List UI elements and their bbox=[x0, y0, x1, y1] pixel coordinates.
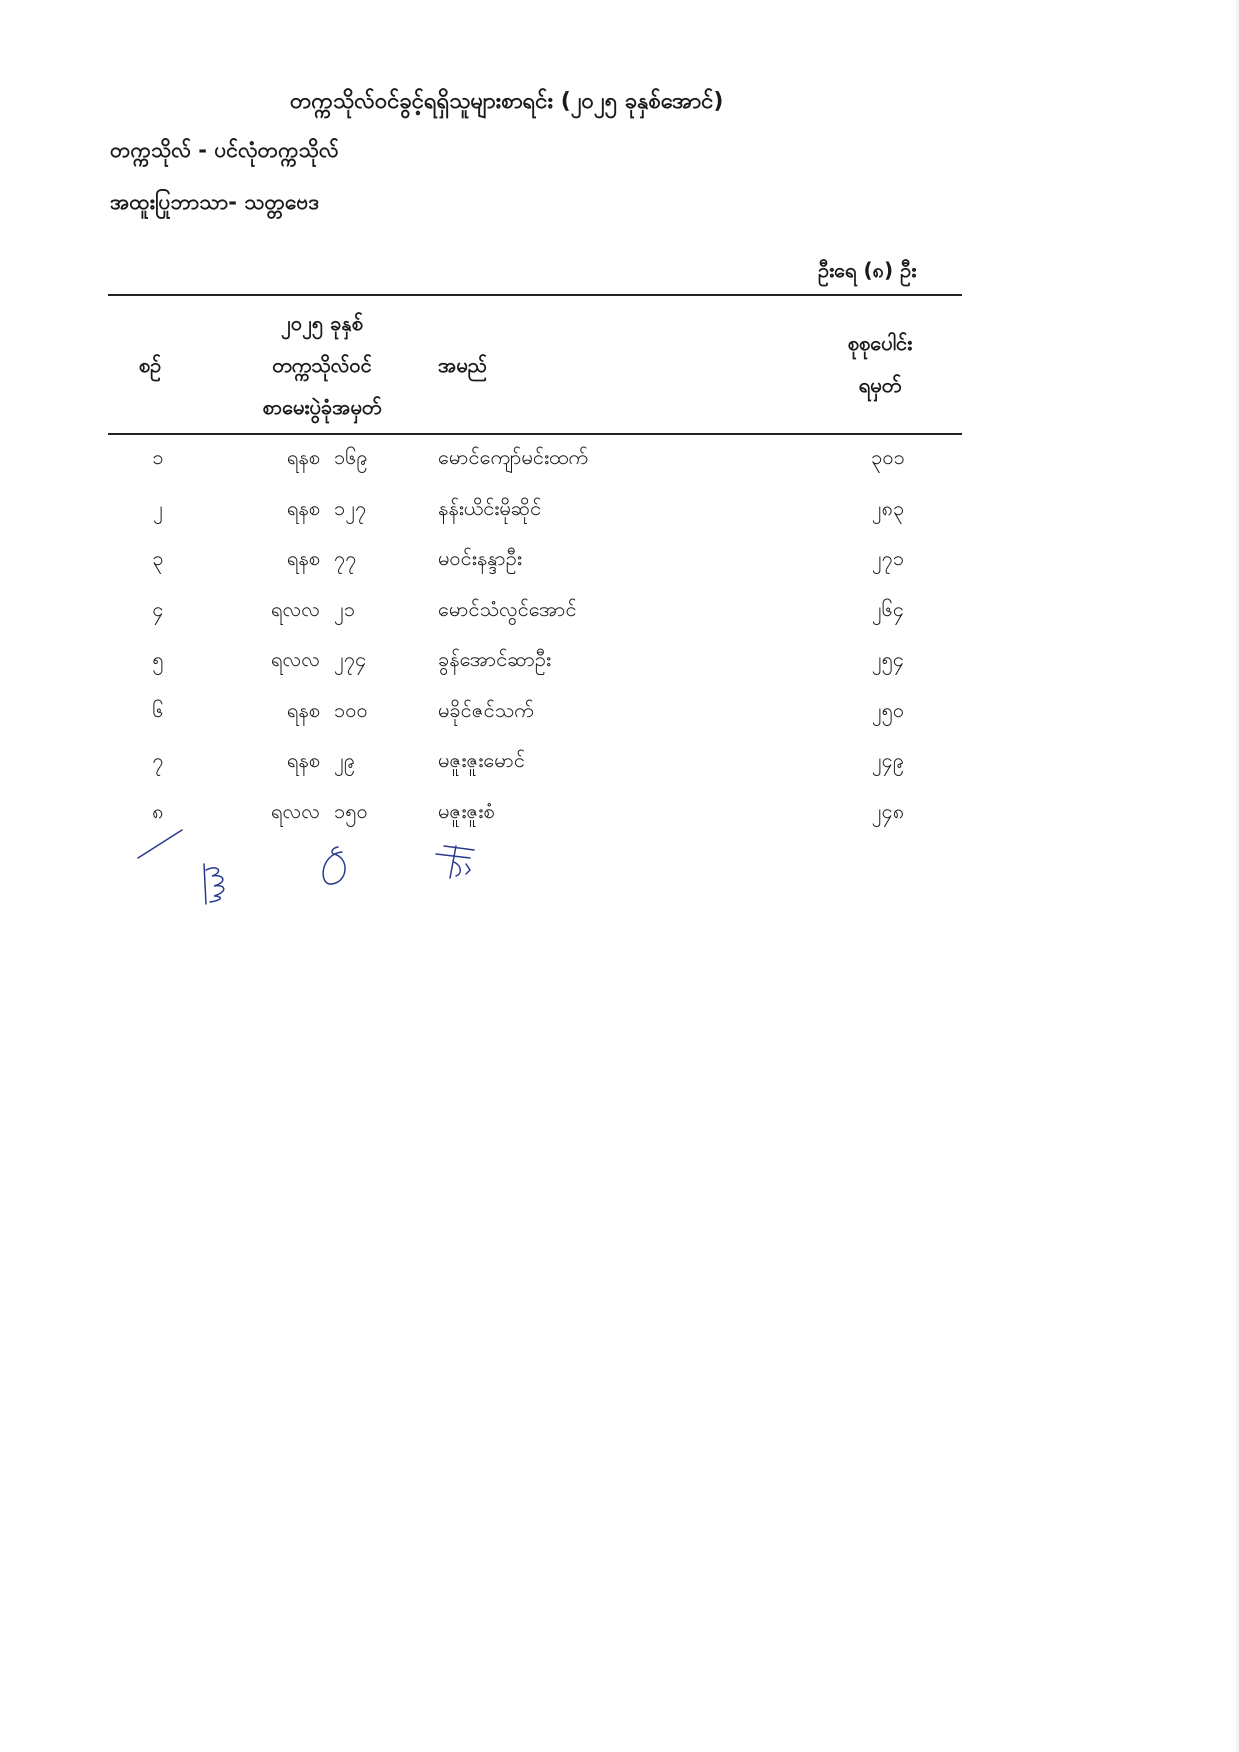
cell-exam-seat-number bbox=[228, 590, 468, 628]
exam-number: ၇၇ bbox=[334, 546, 357, 570]
headcount-label: ဦးရေ (၈) ဦး bbox=[818, 258, 917, 282]
header-serial-no: စဉ် bbox=[138, 353, 162, 377]
signature-mark-2 bbox=[204, 864, 224, 904]
cell-serial-no: ၈ bbox=[152, 798, 164, 823]
header-score-line-1: စုစုပေါင်း bbox=[847, 331, 913, 355]
exam-number: ၁၀၀ bbox=[334, 697, 368, 722]
table-header-rule bbox=[108, 433, 962, 435]
cell-name: မဇူးဇူးမောင် bbox=[438, 748, 525, 772]
header-score-line-2: ရမှတ် bbox=[858, 373, 902, 397]
cell-total-score: ၃၀၁ bbox=[871, 445, 905, 469]
cell-exam-seat-number bbox=[228, 691, 468, 729]
signature-mark-4 bbox=[436, 846, 474, 878]
cell-name: ခွန်အောင်ဆာဦး bbox=[438, 647, 552, 671]
exam-prefix: ရလလ bbox=[271, 596, 320, 621]
university-line: တက္ကသိုလ် - ပင်လုံတက္ကသိုလ် bbox=[110, 138, 339, 162]
table-row bbox=[108, 590, 962, 641]
exam-prefix: ရနစ bbox=[286, 748, 320, 772]
exam-number: ၂၇၄ bbox=[334, 647, 367, 671]
cell-serial-no: ၃ bbox=[152, 546, 164, 570]
header-exam-line-2: တက္ကသိုလ်ဝင် bbox=[272, 353, 372, 377]
header-exam-line-1: ၂၀၂၅ ခုနှစ် bbox=[281, 311, 363, 335]
signature-mark-1 bbox=[138, 830, 182, 858]
exam-number: ၂၉ bbox=[334, 748, 356, 772]
table-body bbox=[108, 438, 962, 842]
exam-prefix: ရလလ bbox=[271, 798, 320, 823]
subject-line: အထူးပြုဘာသာ- သတ္တဗေဒ bbox=[110, 190, 320, 214]
cell-name: မခိုင်ဇင်သက် bbox=[438, 697, 534, 722]
cell-total-score: ၂၄၈ bbox=[871, 798, 905, 823]
exam-number: ၂၁ bbox=[334, 596, 356, 621]
exam-prefix: ရလလ bbox=[271, 647, 320, 671]
signature-mark-3 bbox=[323, 847, 345, 884]
cell-total-score: ၂၄၉ bbox=[871, 748, 905, 772]
cell-name: မောင်သံလွင်အောင် bbox=[438, 596, 577, 621]
exam-prefix: ရနစ bbox=[286, 697, 320, 722]
cell-exam-seat-number bbox=[228, 741, 468, 779]
cell-total-score: ၂၇၁ bbox=[871, 546, 905, 570]
table-row bbox=[108, 640, 962, 691]
exam-prefix: ရနစ bbox=[286, 495, 320, 520]
cell-name: မဝင်းနန္ဒာဦး bbox=[438, 546, 522, 570]
exam-number: ၁၂၇ bbox=[334, 495, 367, 520]
table-row bbox=[108, 691, 962, 742]
scan-edge-shadow bbox=[1233, 0, 1239, 1752]
cell-total-score: ၂၆၄ bbox=[871, 596, 905, 621]
cell-name: မဇူးဇူးစံ bbox=[438, 798, 495, 823]
exam-prefix: ရနစ bbox=[286, 546, 320, 570]
cell-total-score: ၂၅၀ bbox=[871, 697, 905, 722]
cell-exam-seat-number bbox=[228, 438, 468, 476]
cell-serial-no: ၁ bbox=[152, 445, 164, 469]
exam-number: ၁၅၀ bbox=[334, 798, 368, 823]
signature-area bbox=[120, 820, 500, 920]
cell-name: မောင်ကျော်မင်းထက် bbox=[438, 445, 588, 469]
header-total-score bbox=[820, 322, 940, 406]
cell-serial-no: ၅ bbox=[152, 647, 164, 671]
cell-total-score: ၂၅၄ bbox=[871, 647, 905, 671]
cell-name: နန်းယိင်းမိုဆိုင် bbox=[438, 495, 542, 520]
table-top-rule bbox=[108, 294, 962, 296]
header-exam-line-3: စာမေးပွဲခုံအမှတ် bbox=[262, 395, 382, 419]
cell-exam-seat-number bbox=[228, 539, 468, 577]
cell-serial-no: ၇ bbox=[152, 748, 164, 772]
table-row bbox=[108, 489, 962, 540]
cell-serial-no: ၄ bbox=[152, 596, 164, 621]
cell-total-score: ၂၈၃ bbox=[871, 495, 905, 520]
table-row bbox=[108, 539, 962, 590]
header-name: အမည် bbox=[438, 353, 488, 377]
cell-serial-no: ၂ bbox=[153, 495, 163, 520]
header-exam-seat-number bbox=[222, 302, 422, 428]
cell-exam-seat-number bbox=[228, 640, 468, 678]
exam-prefix: ရနစ bbox=[286, 445, 320, 469]
cell-serial-no: ၆ bbox=[152, 697, 164, 722]
table-row bbox=[108, 438, 962, 489]
exam-number: ၁၆၉ bbox=[334, 445, 368, 469]
document-title: တက္ကသိုလ်ဝင်ခွင့်ရရှိသူများစာရင်း (၂၀၂၅ ခုနှစ်အောင်) bbox=[290, 89, 724, 114]
cell-exam-seat-number bbox=[228, 489, 468, 527]
table-row bbox=[108, 741, 962, 792]
